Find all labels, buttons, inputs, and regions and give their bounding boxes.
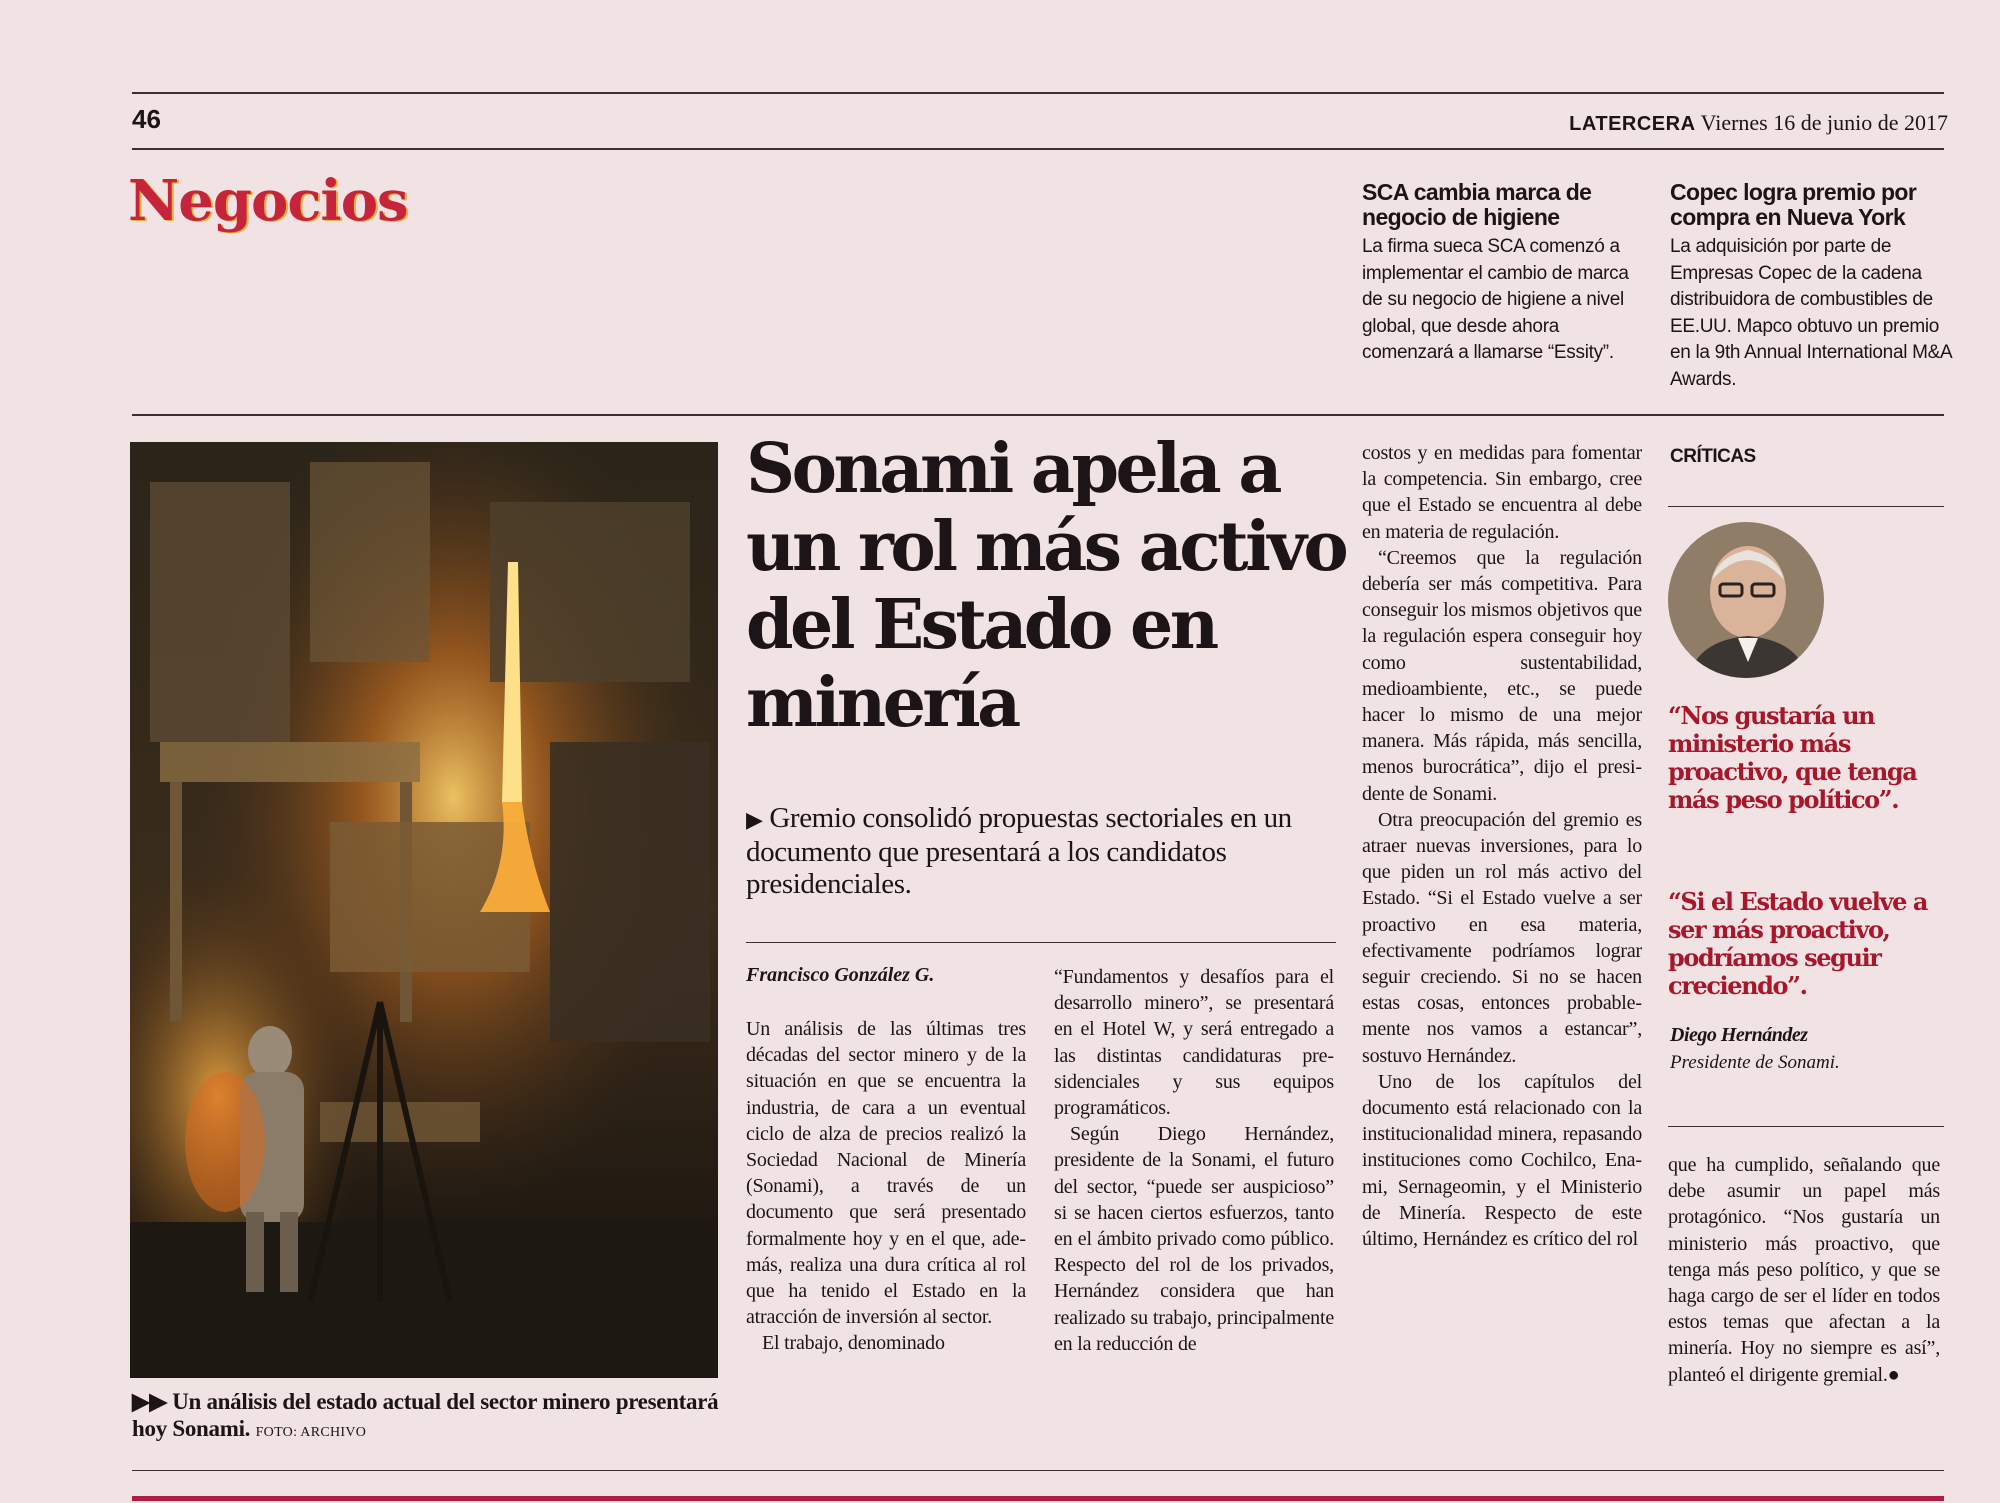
header-rule bbox=[132, 148, 1944, 150]
photo-caption bbox=[132, 1388, 732, 1446]
brief-body: La firma sueca SCA comenzó a implementar el cambio de marca de su negocio de higiene a nivel global, que desde ahora comenzará a llamarse “Essity”. bbox=[1362, 236, 1629, 363]
quote-speaker: Diego Hernández bbox=[1670, 1024, 1808, 1046]
play-arrow-icon: ▶ bbox=[746, 807, 763, 832]
smelter-photo-illustration bbox=[130, 442, 718, 1378]
body-paragraph-cont: costos y en medidas para fomentar la competencia. Sin embargo, cree que el Estado se encuentra al debe en materia de regulación. bbox=[1362, 442, 1642, 543]
article-column-4 bbox=[1668, 1152, 1940, 1388]
top-rule bbox=[132, 92, 1944, 94]
sidebar-label: CRÍTICAS bbox=[1670, 446, 1756, 467]
sidebar-bottom-rule bbox=[1668, 1126, 1944, 1127]
brief-sca bbox=[1362, 180, 1652, 367]
masthead bbox=[1569, 110, 1948, 136]
caption-marker-icon: ▶▶ bbox=[132, 1389, 167, 1414]
body-paragraph-start: El trabajo, denominado bbox=[762, 1332, 945, 1355]
deck-rule bbox=[746, 942, 1336, 943]
body-paragraph: Otra preocupación del gremio es atraer nuevas inversiones, para lo que piden un rol más activo del Estado. “Si el Estado vuelve a ser proactivo en esa materia, efectivamente podríamos lograr seguir creciendo. Si no se hacen estas cosas, entonces probablemente nos vamos a estancar”, sostuvo Hernández. bbox=[1362, 808, 1642, 1067]
brief-copec bbox=[1670, 180, 1960, 393]
page-number: 46 bbox=[132, 104, 161, 134]
portrait-illustration bbox=[1668, 522, 1824, 678]
body-paragraph: Según Diego Hernández, presidente de la Sonami, el futuro del sector, “puede ser auspicioso” si se hacen ciertos esfuerzos, tanto en el ámbito privado como público. Respecto del rol de los privados, Hernández considera que han realizado su trabajo, principalmente en la reducción de bbox=[1054, 1123, 1334, 1355]
article-column-2 bbox=[1054, 964, 1334, 1357]
issue-date: Viernes 16 de junio de 2017 bbox=[1700, 110, 1948, 135]
article-column-3 bbox=[1362, 440, 1642, 1252]
speaker-role: Presidente de Sonami. bbox=[1670, 1052, 1840, 1073]
footer-rule bbox=[132, 1470, 1944, 1471]
headline: Sonami apela a un rol más activo del Estado en minería bbox=[746, 429, 1346, 743]
section-title bbox=[128, 168, 408, 234]
body-paragraph: Un análisis de las últimas tres décadas del sector minero y de la situación en que se encuentra la industria, de cara a un eventual ciclo de alza de precios realizó la Sociedad Nacional de Minería (Sonami), a través de un documento que será presentado formalmente hoy y en el que, además, realiza una dura crítica al rol que ha tenido el Estado en la atracción de inversión al sector. bbox=[746, 1018, 1026, 1329]
deck-text: Gremio consolidó propuestas sectoriales en un documento que presentará a los candidatos presidenciales. bbox=[746, 802, 1292, 900]
pull-quote-2: “Si el Estado vuelve a ser más proactivo, podríamos seguir creciendo”. bbox=[1668, 887, 1928, 1000]
body-paragraph-cont: que ha cumplido, señalando que debe asumir un papel más protagónico. “Nos gustaría un ministerio más proactivo, que tenga más peso político, y que se haga cargo de ser el líder en todos estos temas que afectan a la minería. Hoy no siempre es así”, planteó el dirigente gremial.● bbox=[1668, 1154, 1940, 1386]
byline: Francisco González G. bbox=[746, 964, 935, 986]
brief-title: Copec logra premio por compra en Nueva York bbox=[1670, 179, 1917, 230]
caption-text: Un análisis del estado actual del sector minero presentará hoy Sonami. bbox=[132, 1389, 719, 1441]
pull-quote-1: “Nos gustaría un ministerio más proactivo, que tenga más peso político”. bbox=[1668, 701, 1917, 814]
footer-accent-bar bbox=[132, 1496, 1944, 1501]
brief-body: La adquisición por parte de Empresas Copec de la cadena distribuidora de combustibles de EE.UU. Mapco obtuvo un premio en la 9th Annual International M&A Awards. bbox=[1670, 236, 1952, 390]
photo-credit: FOTO: ARCHIVO bbox=[255, 1425, 367, 1440]
article-column-1 bbox=[746, 1016, 1026, 1357]
body-paragraph-start: Uno de los capítulos del documento está relacionado con la institucionalidad minera, repasando instituciones como Cochilco, Enami, Sernageomin, y el Ministerio de Minería. Respecto de este último, Hernández es crítico del rol bbox=[1362, 1070, 1642, 1251]
brief-title: SCA cambia marca de negocio de higiene bbox=[1362, 179, 1592, 230]
article-photo bbox=[130, 442, 718, 1378]
deck bbox=[746, 802, 1306, 900]
sidebar-top-rule bbox=[1668, 506, 1944, 507]
section-title-text: Negocios bbox=[128, 168, 408, 234]
end-mark-icon: ● bbox=[1887, 1363, 1900, 1386]
newspaper-brand: LATERCERA bbox=[1569, 113, 1696, 135]
body-paragraph: “Creemos que la regulación debería ser más competitiva. Para conseguir los mismos objetivos que la regulación espera conseguir hoy como sustentabilidad, medioambiente, etc., se puede hacer lo mismo de una mejor manera. Más rápida, más sencilla, menos burocrática”, dijo el presidente de Sonami. bbox=[1362, 546, 1642, 805]
section-rule bbox=[132, 414, 1944, 416]
avatar bbox=[1668, 522, 1824, 678]
body-paragraph-cont: “Fundamentos y desafíos para el desarrollo minero”, se presentará en el Hotel W, y será entregado a las distintas candidaturas presidenciales y sus equipos programáticos. bbox=[1054, 966, 1334, 1120]
